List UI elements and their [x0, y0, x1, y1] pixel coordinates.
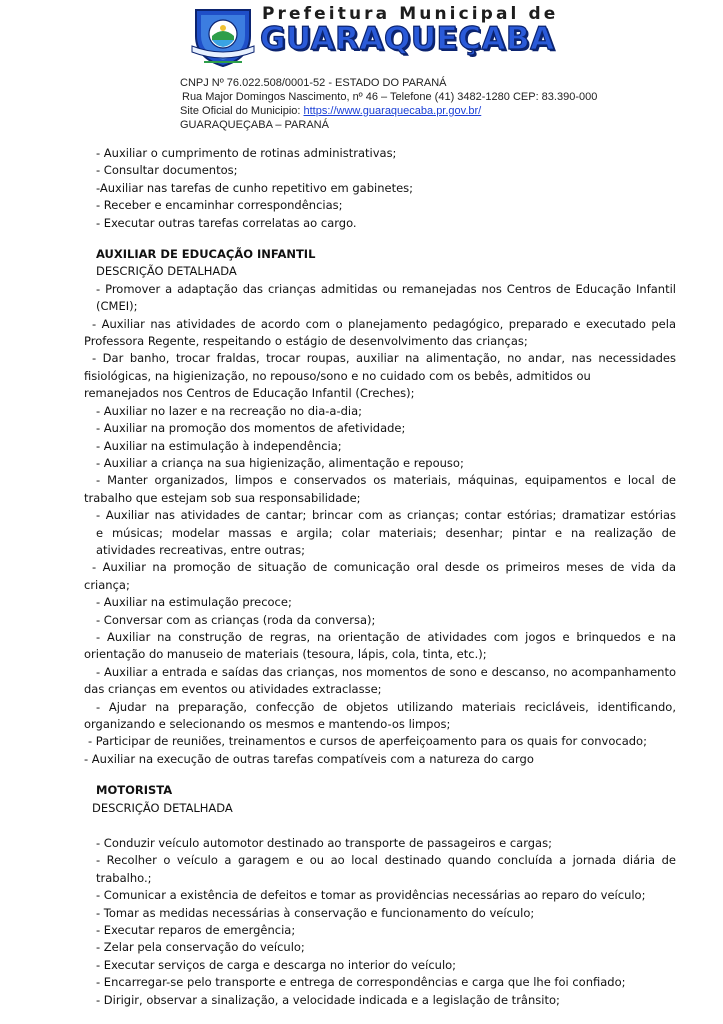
list-item: - Dar banho, trocar fraldas, trocar roupas, auxiliar na alimentação, no andar, nas necessidades [92, 351, 676, 366]
list-item: - Promover a adaptação das crianças admitidas ou remanejadas nos Centros de Educação Infantil [96, 281, 676, 296]
list-item: - Auxiliar a entrada e saídas das crianças, nos momentos de sono e descanso, no acompanhamento [96, 664, 676, 679]
list-item: - Encarregar-se pelo transporte e entrega de correspondências e carga que lhe foi confiado; [96, 975, 626, 990]
list-item: - Executar outras tarefas correlatas ao cargo. [96, 215, 357, 230]
list-item: - Dirigir, observar a sinalização, a velocidade indicada e a legislação de trânsito; [96, 992, 560, 1007]
list-item: - Conversar com as crianças (roda da conversa); [96, 612, 376, 627]
header-address: Rua Major Domingos Nascimento, nº 46 – Telefone (41) 3482-1280 CEP: 83.390-000 [182, 91, 598, 103]
header-site [180, 104, 481, 118]
list-item: remanejados nos Centros de Educação Infantil (Creches); [84, 386, 415, 401]
list-item: (CMEI); [96, 299, 138, 314]
list-item: - Ajudar na preparação, confecção de objetos utilizando materiais recicláveis, identificando, [96, 699, 676, 714]
list-item: - Auxiliar na estimulação precoce; [96, 595, 292, 610]
municipal-coat-of-arms-icon [190, 6, 256, 68]
brand-title-top: Prefeitura Municipal de [262, 4, 559, 24]
list-item: organizando e selecionando os mesmos e mantendo-os limpos; [84, 717, 451, 731]
list-item: -Auxiliar nas tarefas de cunho repetitivo em gabinetes; [96, 180, 414, 195]
list-item: - Auxiliar na estimulação à independência; [96, 438, 342, 453]
section-title: MOTORISTA [96, 783, 173, 798]
list-item: criança; [84, 577, 130, 592]
list-item: trabalho que estejam sob sua responsabilidade; [84, 490, 361, 505]
list-item: - Receber e encaminhar correspondências; [96, 198, 343, 213]
list-item: - Auxiliar o cumprimento de rotinas administrativas; [96, 146, 397, 160]
list-item: - Tomar as medidas necessárias à conservação e funcionamento do veículo; [96, 905, 535, 920]
document-body [84, 145, 676, 1009]
list-item: atividades recreativas, entre outras; [96, 542, 306, 557]
list-item: - Recolher o veículo a garagem e ou ao local destinado quando concluída a jornada diária de [96, 853, 676, 868]
list-item: - Auxiliar nas atividades de cantar; brincar com as crianças; contar estórias; dramatizar estórias [96, 508, 676, 523]
list-item: - Comunicar a existência de defeitos e tomar as providências necessárias ao reparo do veículo; [96, 888, 646, 903]
brand-title-name: GUARAQUEÇABA [260, 21, 555, 57]
section-title: AUXILIAR DE EDUCAÇÃO INFANTIL [96, 247, 316, 262]
list-item: - Consultar documentos; [96, 163, 238, 178]
list-item: e músicas; modelar massas e argila; colar materiais; desenhar; pintar e na realização de [96, 525, 676, 540]
list-item: - Auxiliar a criança na sua higienização, alimentação e repouso; [96, 455, 464, 470]
list-item: trabalho.; [96, 870, 152, 885]
list-item: - Auxiliar na construção de regras, na orientação de atividades com jogos e brinquedos e na [96, 629, 676, 644]
list-item: - Zelar pela conservação do veículo; [96, 940, 305, 955]
list-item: das crianças em eventos ou atividades extraclasse; [84, 682, 382, 697]
section-subtitle: DESCRIÇÃO DETALHADA [92, 800, 233, 815]
list-item: - Executar reparos de emergência; [96, 923, 296, 938]
site-link[interactable]: https://www.guaraquecaba.pr.gov.br/ [303, 105, 482, 117]
list-item: Professora Regente, respeitando o estágio de desenvolvimento das crianças; [84, 334, 528, 349]
list-item: - Auxiliar na execução de outras tarefas compatíveis com a natureza do cargo [84, 751, 534, 766]
list-item: - Auxiliar na promoção de situação de comunicação oral desde os primeiros meses de vida da [92, 560, 676, 575]
section-subtitle: DESCRIÇÃO DETALHADA [96, 264, 237, 279]
list-item: fisiológicas, na higienização, no repouso/sono e no cuidado com os bebês, admitidos ou [84, 368, 591, 383]
list-item: - Participar de reuniões, treinamentos e cursos de aperfeiçoamento para os quais for convocado; [88, 734, 647, 749]
list-item: - Manter organizados, limpos e conservados os materiais, máquinas, equipamentos e local de [96, 473, 676, 488]
header-city: GUARAQUEÇABA – PARANÁ [180, 119, 329, 131]
letterhead [0, 0, 723, 140]
list-item: - Auxiliar no lazer e na recreação no dia-a-dia; [96, 403, 363, 418]
list-item: orientação do manuseio de materiais (tesoura, lápis, cola, tinta, etc.); [84, 647, 487, 662]
list-item: - Auxiliar na promoção dos momentos de afetividade; [96, 421, 406, 436]
list-item: - Executar serviços de carga e descarga no interior do veículo; [96, 957, 457, 972]
list-item: - Conduzir veículo automotor destinado ao transporte de passageiros e cargas; [96, 836, 552, 851]
header-site-label: Site Oficial do Municipio: [180, 105, 304, 117]
list-item: - Auxiliar nas atividades de acordo com o planejamento pedagógico, preparado e executado pela [92, 316, 676, 331]
header-cnpj: CNPJ Nº 76.022.508/0001-52 - ESTADO DO PARANÁ [180, 77, 447, 89]
